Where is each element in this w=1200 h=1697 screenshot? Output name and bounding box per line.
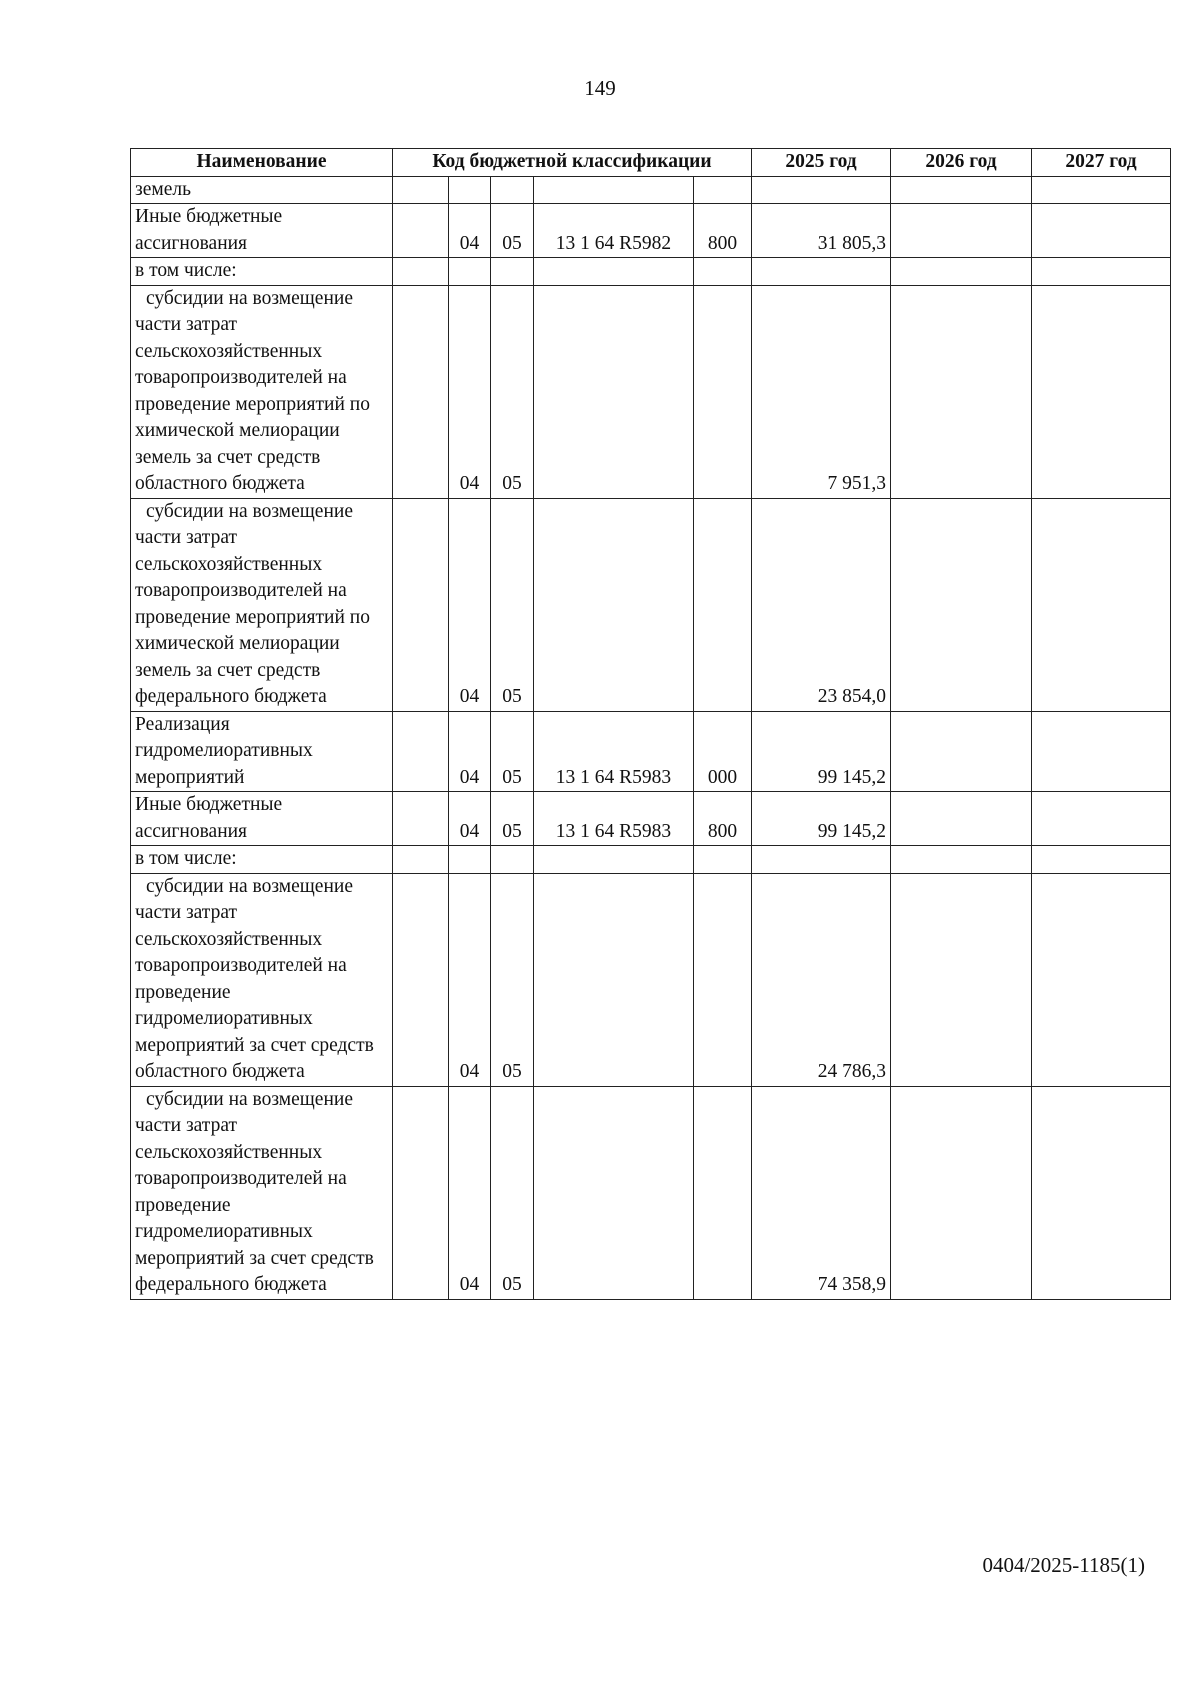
value-2027: [1032, 176, 1171, 204]
table-row: [131, 258, 1171, 286]
code-target: [534, 846, 694, 874]
code-section: 04: [449, 873, 491, 1086]
code-cell: [393, 1086, 449, 1299]
value-2026: [891, 176, 1032, 204]
code-subsection: 05: [491, 711, 534, 792]
code-section: 04: [449, 498, 491, 711]
code-expense-type: 800: [694, 792, 752, 846]
value-2025: 7 951,3: [752, 285, 891, 498]
code-cell: [393, 285, 449, 498]
code-subsection: 05: [491, 204, 534, 258]
code-subsection: 05: [491, 1086, 534, 1299]
table-row: [131, 792, 1171, 846]
code-subsection: 05: [491, 792, 534, 846]
code-cell: [393, 498, 449, 711]
code-target: [534, 258, 694, 286]
header-2027: 2027 год: [1032, 149, 1171, 177]
code-section: 04: [449, 792, 491, 846]
code-subsection: [491, 176, 534, 204]
row-name: в том числе:: [131, 846, 393, 874]
row-name: Реализация гидромелиоративных мероприятий: [131, 711, 393, 792]
code-cell: [393, 846, 449, 874]
code-target: [534, 285, 694, 498]
value-2025: [752, 846, 891, 874]
code-cell: [393, 873, 449, 1086]
header-name: Наименование: [131, 149, 393, 177]
value-2027: [1032, 846, 1171, 874]
code-expense-type: [694, 873, 752, 1086]
value-2027: [1032, 498, 1171, 711]
code-section: 04: [449, 285, 491, 498]
row-name: Иные бюджетные ассигнования: [131, 204, 393, 258]
code-target: 13 1 64 R5982: [534, 204, 694, 258]
value-2025: 99 145,2: [752, 711, 891, 792]
code-cell: [393, 176, 449, 204]
value-2025: 74 358,9: [752, 1086, 891, 1299]
row-name: субсидии на возмещение части затрат сельскохозяйственных товаропроизводителей на проведение гидромелиоративных мероприятий за счет средств областного бюджета: [131, 873, 393, 1086]
table-row: [131, 285, 1171, 498]
code-target: [534, 176, 694, 204]
code-subsection: [491, 258, 534, 286]
code-target: [534, 1086, 694, 1299]
code-expense-type: [694, 176, 752, 204]
value-2025: 24 786,3: [752, 873, 891, 1086]
header-row: [131, 149, 1171, 177]
value-2025: 99 145,2: [752, 792, 891, 846]
code-subsection: 05: [491, 873, 534, 1086]
value-2026: [891, 711, 1032, 792]
code-cell: [393, 711, 449, 792]
code-cell: [393, 792, 449, 846]
code-section: [449, 176, 491, 204]
value-2026: [891, 873, 1032, 1086]
code-subsection: [491, 846, 534, 874]
code-cell: [393, 258, 449, 286]
table-row: [131, 498, 1171, 711]
header-2025: 2025 год: [752, 149, 891, 177]
value-2025: [752, 176, 891, 204]
value-2026: [891, 846, 1032, 874]
code-target: [534, 873, 694, 1086]
row-name: субсидии на возмещение части затрат сельскохозяйственных товаропроизводителей на проведение мероприятий по химической мелиорации земель за счет средств областного бюджета: [131, 285, 393, 498]
row-name: субсидии на возмещение части затрат сельскохозяйственных товаропроизводителей на проведение гидромелиоративных мероприятий за счет средств федерального бюджета: [131, 1086, 393, 1299]
value-2027: [1032, 711, 1171, 792]
document-code: 0404/2025-1185(1): [982, 1553, 1145, 1577]
value-2027: [1032, 204, 1171, 258]
code-expense-type: 800: [694, 204, 752, 258]
row-name: субсидии на возмещение части затрат сельскохозяйственных товаропроизводителей на проведение мероприятий по химической мелиорации земель за счет средств федерального бюджета: [131, 498, 393, 711]
row-name: земель: [131, 176, 393, 204]
value-2026: [891, 792, 1032, 846]
value-2027: [1032, 1086, 1171, 1299]
value-2027: [1032, 873, 1171, 1086]
header-code: Код бюджетной классификации: [393, 149, 752, 177]
code-target: 13 1 64 R5983: [534, 711, 694, 792]
table-row: [131, 873, 1171, 1086]
value-2025: 23 854,0: [752, 498, 891, 711]
value-2026: [891, 498, 1032, 711]
page-number: 149: [584, 76, 616, 100]
value-2026: [891, 258, 1032, 286]
code-section: [449, 258, 491, 286]
table-row: [131, 176, 1171, 204]
code-expense-type: [694, 1086, 752, 1299]
table-row: [131, 846, 1171, 874]
value-2025: [752, 258, 891, 286]
code-section: 04: [449, 204, 491, 258]
value-2027: [1032, 285, 1171, 498]
code-target: [534, 498, 694, 711]
value-2027: [1032, 258, 1171, 286]
code-target: 13 1 64 R5983: [534, 792, 694, 846]
code-expense-type: [694, 285, 752, 498]
value-2026: [891, 204, 1032, 258]
value-2026: [891, 285, 1032, 498]
code-expense-type: [694, 498, 752, 711]
row-name: в том числе:: [131, 258, 393, 286]
table-row: [131, 711, 1171, 792]
value-2026: [891, 1086, 1032, 1299]
code-section: [449, 846, 491, 874]
code-expense-type: [694, 846, 752, 874]
code-cell: [393, 204, 449, 258]
budget-table: [130, 148, 1171, 1300]
value-2027: [1032, 792, 1171, 846]
code-subsection: 05: [491, 498, 534, 711]
code-expense-type: 000: [694, 711, 752, 792]
value-2025: 31 805,3: [752, 204, 891, 258]
header-2026: 2026 год: [891, 149, 1032, 177]
table-row: [131, 204, 1171, 258]
code-section: 04: [449, 711, 491, 792]
row-name: Иные бюджетные ассигнования: [131, 792, 393, 846]
code-section: 04: [449, 1086, 491, 1299]
table-row: [131, 1086, 1171, 1299]
code-subsection: 05: [491, 285, 534, 498]
code-expense-type: [694, 258, 752, 286]
